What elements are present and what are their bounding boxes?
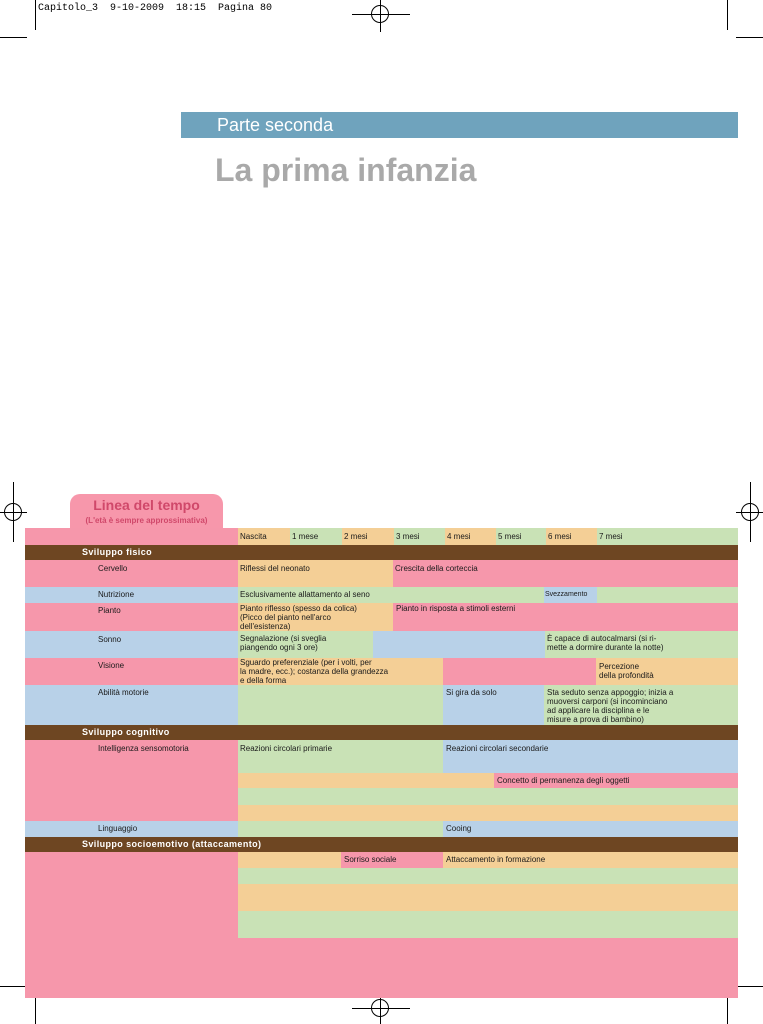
visione-gap bbox=[443, 658, 596, 685]
event-circolari-secondarie: Reazioni circolari secondarie bbox=[443, 740, 738, 773]
sorriso-lead bbox=[238, 852, 341, 868]
section-bar-socioemotivo: Sviluppo socioemotivo (attaccamento) bbox=[25, 837, 738, 852]
age-header-left bbox=[25, 528, 238, 545]
row-label-visione: Visione bbox=[25, 658, 238, 685]
row-label-sensomotoria: Intelligenza sensomotoria bbox=[25, 740, 238, 821]
permanenza-lead bbox=[238, 773, 494, 788]
sonno-gap bbox=[373, 631, 545, 658]
event-seduto: Sta seduto senza appoggio; inizia a muoversi carponi (si incominciano ad applicare la disciplina e le misure a prova di bambino) bbox=[544, 685, 738, 725]
socioemotivo-label-area bbox=[25, 852, 238, 998]
attaccamento-band-4 bbox=[238, 938, 738, 998]
age-header-cell: 1 mese bbox=[290, 528, 342, 545]
event-segnalazione: Segnalazione (si sveglia piangendo ogni 3 ore) bbox=[238, 631, 373, 658]
age-header-cell: 7 mesi bbox=[597, 528, 738, 545]
crop-mark-top-left-v bbox=[35, 0, 36, 30]
event-circolari-primarie: Reazioni circolari primarie bbox=[238, 740, 443, 773]
crop-mark-bottom-right-v bbox=[727, 994, 728, 1024]
event-allattamento: Esclusivamente allattamento al seno bbox=[238, 587, 544, 603]
chapter-title: La prima infanzia bbox=[215, 152, 477, 188]
event-attaccamento: Attaccamento in formazione bbox=[443, 852, 738, 868]
event-profondita: Percezione della profondità bbox=[596, 658, 738, 685]
event-riflessi: Riflessi del neonato bbox=[238, 560, 393, 587]
timeline-tab bbox=[70, 494, 223, 530]
sensomotoria-band-orange bbox=[238, 805, 738, 821]
attaccamento-band-2 bbox=[238, 884, 738, 911]
crop-mark-top-left-h bbox=[0, 37, 27, 38]
row-label-motorie: Abilità motorie bbox=[25, 685, 238, 725]
slug-line: Capitolo_3 9-10-2009 18:15 Pagina 80 bbox=[38, 3, 273, 14]
age-header-cell: 5 mesi bbox=[496, 528, 546, 545]
event-corteccia: Crescita della corteccia bbox=[393, 560, 738, 587]
event-cooing: Cooing bbox=[443, 821, 738, 837]
age-header-cell: 2 mesi bbox=[342, 528, 394, 545]
section-bar-cognitivo: Sviluppo cognitivo bbox=[25, 725, 738, 740]
age-header-cell: Nascita bbox=[238, 528, 290, 545]
crop-mark-top-right-h bbox=[736, 37, 763, 38]
row-label-pianto: Pianto bbox=[25, 603, 238, 631]
crop-mark-bottom-right-h bbox=[736, 986, 763, 987]
event-svezzamento: Svezzamento bbox=[544, 587, 597, 603]
timeline-grid bbox=[25, 528, 738, 998]
row-label-cervello: Cervello bbox=[25, 560, 238, 587]
attaccamento-band-1 bbox=[238, 868, 738, 884]
event-pianto-stimoli: Pianto in risposta a stimoli esterni bbox=[393, 603, 738, 631]
event-pianto-riflesso: Pianto riflesso (spesso da colica) (Picco del pianto nell'arco dell'esistenza) bbox=[238, 603, 393, 631]
crop-mark-bottom-left-v bbox=[35, 994, 36, 1024]
crop-mark-bottom-left-h bbox=[0, 986, 27, 987]
linguaggio-early bbox=[238, 821, 443, 837]
event-autocalmarsi: È capace di autocalmarsi (si ri- mette a dormire durante la notte) bbox=[545, 631, 738, 658]
section-bar-fisico: Sviluppo fisico bbox=[25, 545, 738, 560]
attaccamento-band-3 bbox=[238, 911, 738, 938]
part-label: Parte seconda bbox=[217, 115, 334, 135]
event-si-gira: Si gira da solo bbox=[443, 685, 544, 725]
event-permanenza: Concetto di permanenza degli oggetti bbox=[494, 773, 738, 788]
timeline-title: Linea del tempo bbox=[93, 497, 200, 513]
part-banner bbox=[181, 112, 738, 138]
row-label-nutrizione: Nutrizione bbox=[25, 587, 238, 603]
row-label-sonno: Sonno bbox=[25, 631, 238, 658]
age-header-cell: 4 mesi bbox=[445, 528, 496, 545]
nutrizione-filler bbox=[597, 587, 738, 603]
motorie-early bbox=[238, 685, 443, 725]
event-sorriso-sociale: Sorriso sociale bbox=[341, 852, 443, 868]
sensomotoria-band-green bbox=[238, 788, 738, 805]
event-sguardo: Sguardo preferenziale (per i volti, per la madre, ecc.); costanza della grandezza e della forma bbox=[238, 658, 443, 685]
crop-mark-top-right-v bbox=[727, 0, 728, 30]
timeline-subtitle: (L'età è sempre approssimativa) bbox=[85, 516, 208, 525]
age-header-cell: 3 mesi bbox=[394, 528, 445, 545]
row-label-linguaggio: Linguaggio bbox=[25, 821, 238, 837]
age-header-cell: 6 mesi bbox=[546, 528, 597, 545]
